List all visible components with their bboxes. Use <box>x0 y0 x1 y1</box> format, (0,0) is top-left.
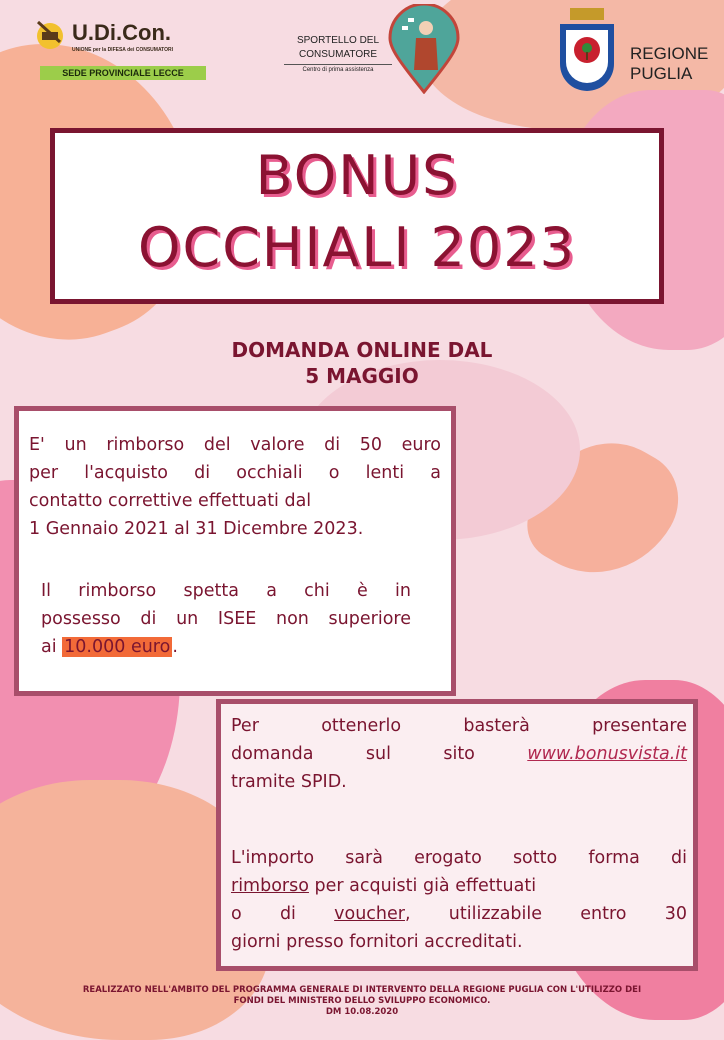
subheading <box>140 337 584 389</box>
box1-p1-line2: per l'acquisto di occhiali o lenti a <box>29 463 441 483</box>
box1-p2-line3 <box>41 633 411 661</box>
regione-line2: PUGLIA <box>630 64 693 83</box>
footer-line1: REALIZZATO NELL'AMBITO DEL PROGRAMMA GENERALE DI INTERVENTO DELLA REGIONE PUGLIA CON L'UTILIZZO DEI <box>82 985 642 995</box>
title-box <box>50 128 664 304</box>
udicon-name: U.Di.Con. <box>72 20 171 45</box>
sportello-logo <box>284 4 464 96</box>
box2-p2-line3-prefix: o di <box>231 904 335 924</box>
box1-p1-line4: 1 Gennaio 2021 al 31 Dicembre 2023. <box>29 519 364 539</box>
box1-p2-line1: Il rimborso spetta a chi è in <box>41 581 411 601</box>
box1-p1-line3: contatto correttive effettuati dal <box>29 491 312 511</box>
box1-paragraph2 <box>41 577 411 661</box>
sportello-line1: SPORTELLO DEL <box>296 35 380 46</box>
box2-p2-line3 <box>231 900 687 928</box>
box2-p2-line2-rest: per acquisti già effettuati <box>308 876 537 896</box>
udicon-tagline: UNIONE per la DIFESA dei CONSUMATORI <box>72 47 174 53</box>
rimborso-underlined: rimborso <box>231 876 309 896</box>
udicon-emblem-icon <box>32 16 68 52</box>
info-box-rimborso <box>14 406 456 696</box>
box1-p2-line3-prefix: ai <box>41 637 63 657</box>
footer-line3: DM 10.08.2020 <box>325 1007 399 1017</box>
regione-crest-icon <box>556 6 618 96</box>
box1-p2-line2: possesso di un ISEE non superiore <box>41 609 411 629</box>
subheading-line1: DOMANDA ONLINE DAL <box>231 338 493 362</box>
title-line1: BONUS <box>255 144 459 207</box>
box2-paragraph2 <box>231 844 687 956</box>
consumer-pin-icon <box>388 4 460 94</box>
bonusvista-link[interactable]: www.bonusvista.it <box>527 744 687 764</box>
box2-p1-line2-prefix: domanda sul sito <box>231 744 528 764</box>
info-box-domanda <box>216 699 698 971</box>
box2-paragraph1 <box>231 712 687 796</box>
regione-puglia-logo <box>556 6 724 98</box>
voucher-underlined: voucher <box>334 904 405 924</box>
box2-p2-line3-rest: , utilizzabile entro 30 <box>404 904 687 924</box>
box1-p2-line3-suffix: . <box>172 637 178 657</box>
box2-p2-line2 <box>231 872 687 900</box>
isee-amount-highlight: 10.000 euro <box>64 637 171 657</box>
sportello-line2: CONSUMATORE <box>284 48 392 65</box>
box2-p1-line2 <box>231 740 687 768</box>
subheading-line2: 5 MAGGIO <box>305 364 419 388</box>
box2-p2-line1: L'importo sarà erogato sotto forma di <box>231 848 687 868</box>
box2-p1-line3: tramite SPID. <box>231 772 347 792</box>
udicon-logo <box>32 14 210 86</box>
box1-paragraph1 <box>29 431 441 543</box>
box2-p2-line4: giorni presso fornitori accreditati. <box>231 932 523 952</box>
footer-credits <box>0 985 724 1018</box>
box1-p1-line1: E' un rimborso del valore di 50 euro <box>29 435 441 455</box>
title-line2: OCCHIALI 2023 <box>138 216 576 279</box>
sportello-subtitle: Centro di prima assistenza <box>302 67 374 73</box>
udicon-seat-badge: SEDE PROVINCIALE LECCE <box>40 66 206 80</box>
regione-line1: REGIONE <box>630 44 709 63</box>
box2-p1-line1: Per ottenerlo basterà presentare <box>231 716 687 736</box>
footer-line2: FONDI DEL MINISTERO DELLO SVILUPPO ECONOMICO. <box>233 996 491 1006</box>
